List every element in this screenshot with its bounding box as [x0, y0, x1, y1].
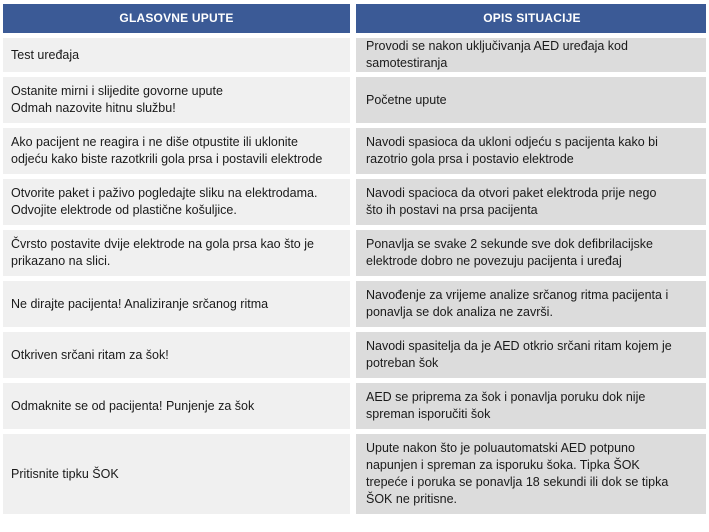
situation-cell: Navođenje za vrijeme analize srčanog ritma pacijenta i ponavlja se dok analiza ne završi.	[356, 281, 706, 327]
header-voice-prompts: GLASOVNE UPUTE	[3, 4, 350, 33]
situation-cell: Upute nakon što je poluautomatski AED potpuno napunjen i spreman za isporuku šoka. Tipka ŠOK trepeće i poruka se ponavlja 18 sekundi ili dok se tipka ŠOK ne pritisne.	[356, 434, 706, 514]
table-row	[3, 77, 706, 123]
table-row	[3, 434, 706, 514]
voice-prompt-cell: Pritisnite tipku ŠOK	[3, 434, 350, 514]
table-row	[3, 128, 706, 174]
table-row	[3, 281, 706, 327]
situation-cell: Navodi spasioca da ukloni odjeću s pacijenta kako bi razotrio gola prsa i postavio elektrode	[356, 128, 706, 174]
voice-prompt-cell: Odmaknite se od pacijenta! Punjenje za šok	[3, 383, 350, 429]
situation-cell: Ponavlja se svake 2 sekunde sve dok defibrilacijske elektrode dobro ne povezuju pacijenta i uređaj	[356, 230, 706, 276]
situation-cell: Navodi spasitelja da je AED otkrio srčani ritam kojem je potreban šok	[356, 332, 706, 378]
situation-cell: Navodi spacioca da otvori paket elektroda prije nego što ih postavi na prsa pacijenta	[356, 179, 706, 225]
voice-prompt-cell: Ne dirajte pacijenta! Analiziranje srčanog ritma	[3, 281, 350, 327]
voice-prompt-cell: Otkriven srčani ritam za šok!	[3, 332, 350, 378]
situation-cell: AED se priprema za šok i ponavlja poruku dok nije spreman isporučiti šok	[356, 383, 706, 429]
aed-voice-prompts-table	[3, 4, 706, 514]
table-header-row	[3, 4, 706, 33]
situation-cell: Početne upute	[356, 77, 706, 123]
header-situation-description: OPIS SITUACIJE	[356, 4, 706, 33]
table-row	[3, 383, 706, 429]
situation-cell: Provodi se nakon uključivanja AED uređaja kod samotestiranja	[356, 38, 706, 72]
voice-prompt-cell: Čvrsto postavite dvije elektrode na gola prsa kao što je prikazano na slici.	[3, 230, 350, 276]
table-row	[3, 179, 706, 225]
table-row	[3, 230, 706, 276]
table-row	[3, 38, 706, 72]
table-row	[3, 332, 706, 378]
voice-prompt-cell: Ostanite mirni i slijedite govorne upute Odmah nazovite hitnu službu!	[3, 77, 350, 123]
voice-prompt-cell: Ako pacijent ne reagira i ne diše otpustite ili uklonite odjeću kako biste razotkrili gola prsa i postavili elektrode	[3, 128, 350, 174]
voice-prompt-cell: Test uređaja	[3, 38, 350, 72]
voice-prompt-cell: Otvorite paket i paživo pogledajte sliku na elektrodama. Odvojite elektrode od plastične košuljice.	[3, 179, 350, 225]
